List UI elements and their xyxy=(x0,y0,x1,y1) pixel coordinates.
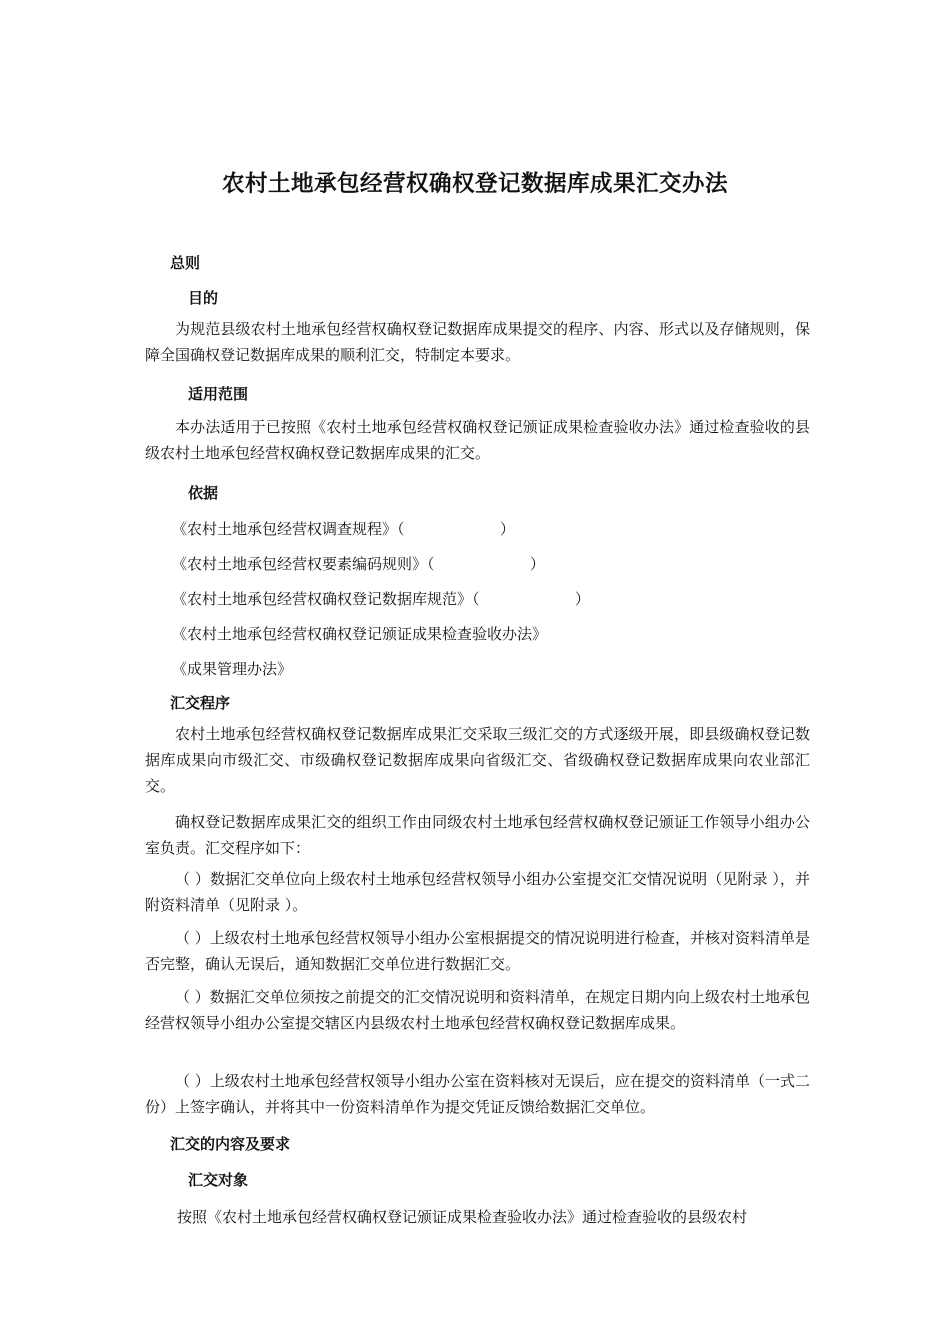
paragraph-purpose: 为规范县级农村土地承包经营权确权登记数据库成果提交的程序、内容、形式以及存储规则，保障全国确权登记数据库成果的顺利汇交，特制定本要求。 xyxy=(145,320,810,364)
paragraph-procedure-step: （ ）数据汇交单位向上级农村土地承包经营权领导小组办公室提交汇交情况说明（见附录 ），并附资料清单（见附录 ）。 xyxy=(145,870,810,914)
paragraph-scope: 本办法适用于已按照《农村土地承包经营权确权登记颁证成果检查验收办法》通过检查验收的县级农村土地承包经营权确权登记数据库成果的汇交。 xyxy=(145,418,810,462)
reference-item: 《农村土地承包经营权要素编码规则》（ ） xyxy=(172,555,545,573)
section-heading-procedure: 汇交程序 xyxy=(170,694,231,712)
reference-item: 《农村土地承包经营权确权登记颁证成果检查验收办法》 xyxy=(172,625,548,643)
reference-item: 《农村土地承包经营权确权登记数据库规范》（ ） xyxy=(172,590,590,608)
section-heading-content: 汇交的内容及要求 xyxy=(170,1135,291,1153)
heading-object: 汇交对象 xyxy=(188,1171,249,1189)
heading-purpose: 目的 xyxy=(188,289,219,307)
reference-item: 《成果管理办法》 xyxy=(172,660,293,678)
paragraph-procedure-step: （ ）上级农村土地承包经营权领导小组办公室在资料核对无误后，应在提交的资料清单（一式二份）上签字确认，并将其中一份资料清单作为提交凭证反馈给数据汇交单位。 xyxy=(145,1072,810,1116)
paragraph-procedure-step: （ ）数据汇交单位须按之前提交的汇交情况说明和资料清单，在规定日期内向上级农村土地承包经营权领导小组办公室提交辖区内县级农村土地承包经营权确权登记数据库成果。 xyxy=(145,988,810,1032)
reference-item: 《农村土地承包经营权调查规程》（ ） xyxy=(172,520,515,538)
paragraph-object: 按照《农村土地承包经营权确权登记颁证成果检查验收办法》通过检查验收的县级农村 xyxy=(177,1208,748,1226)
section-heading-general: 总则 xyxy=(170,254,201,272)
paragraph-procedure: 确权登记数据库成果汇交的组织工作由同级农村土地承包经营权确权登记颁证工作领导小组办公室负责。汇交程序如下： xyxy=(145,813,810,857)
heading-scope: 适用范围 xyxy=(188,385,249,403)
heading-basis: 依据 xyxy=(188,484,219,502)
paragraph-procedure: 农村土地承包经营权确权登记数据库成果汇交采取三级汇交的方式逐级开展，即县级确权登记数据库成果向市级汇交、市级确权登记数据库成果向省级汇交、省级确权登记数据库成果向农业部汇交。 xyxy=(145,725,810,795)
document-title: 农村土地承包经营权确权登记数据库成果汇交办法 xyxy=(221,171,728,197)
paragraph-procedure-step: （ ）上级农村土地承包经营权领导小组办公室根据提交的情况说明进行检查，并核对资料清单是否完整，确认无误后，通知数据汇交单位进行数据汇交。 xyxy=(145,929,810,973)
